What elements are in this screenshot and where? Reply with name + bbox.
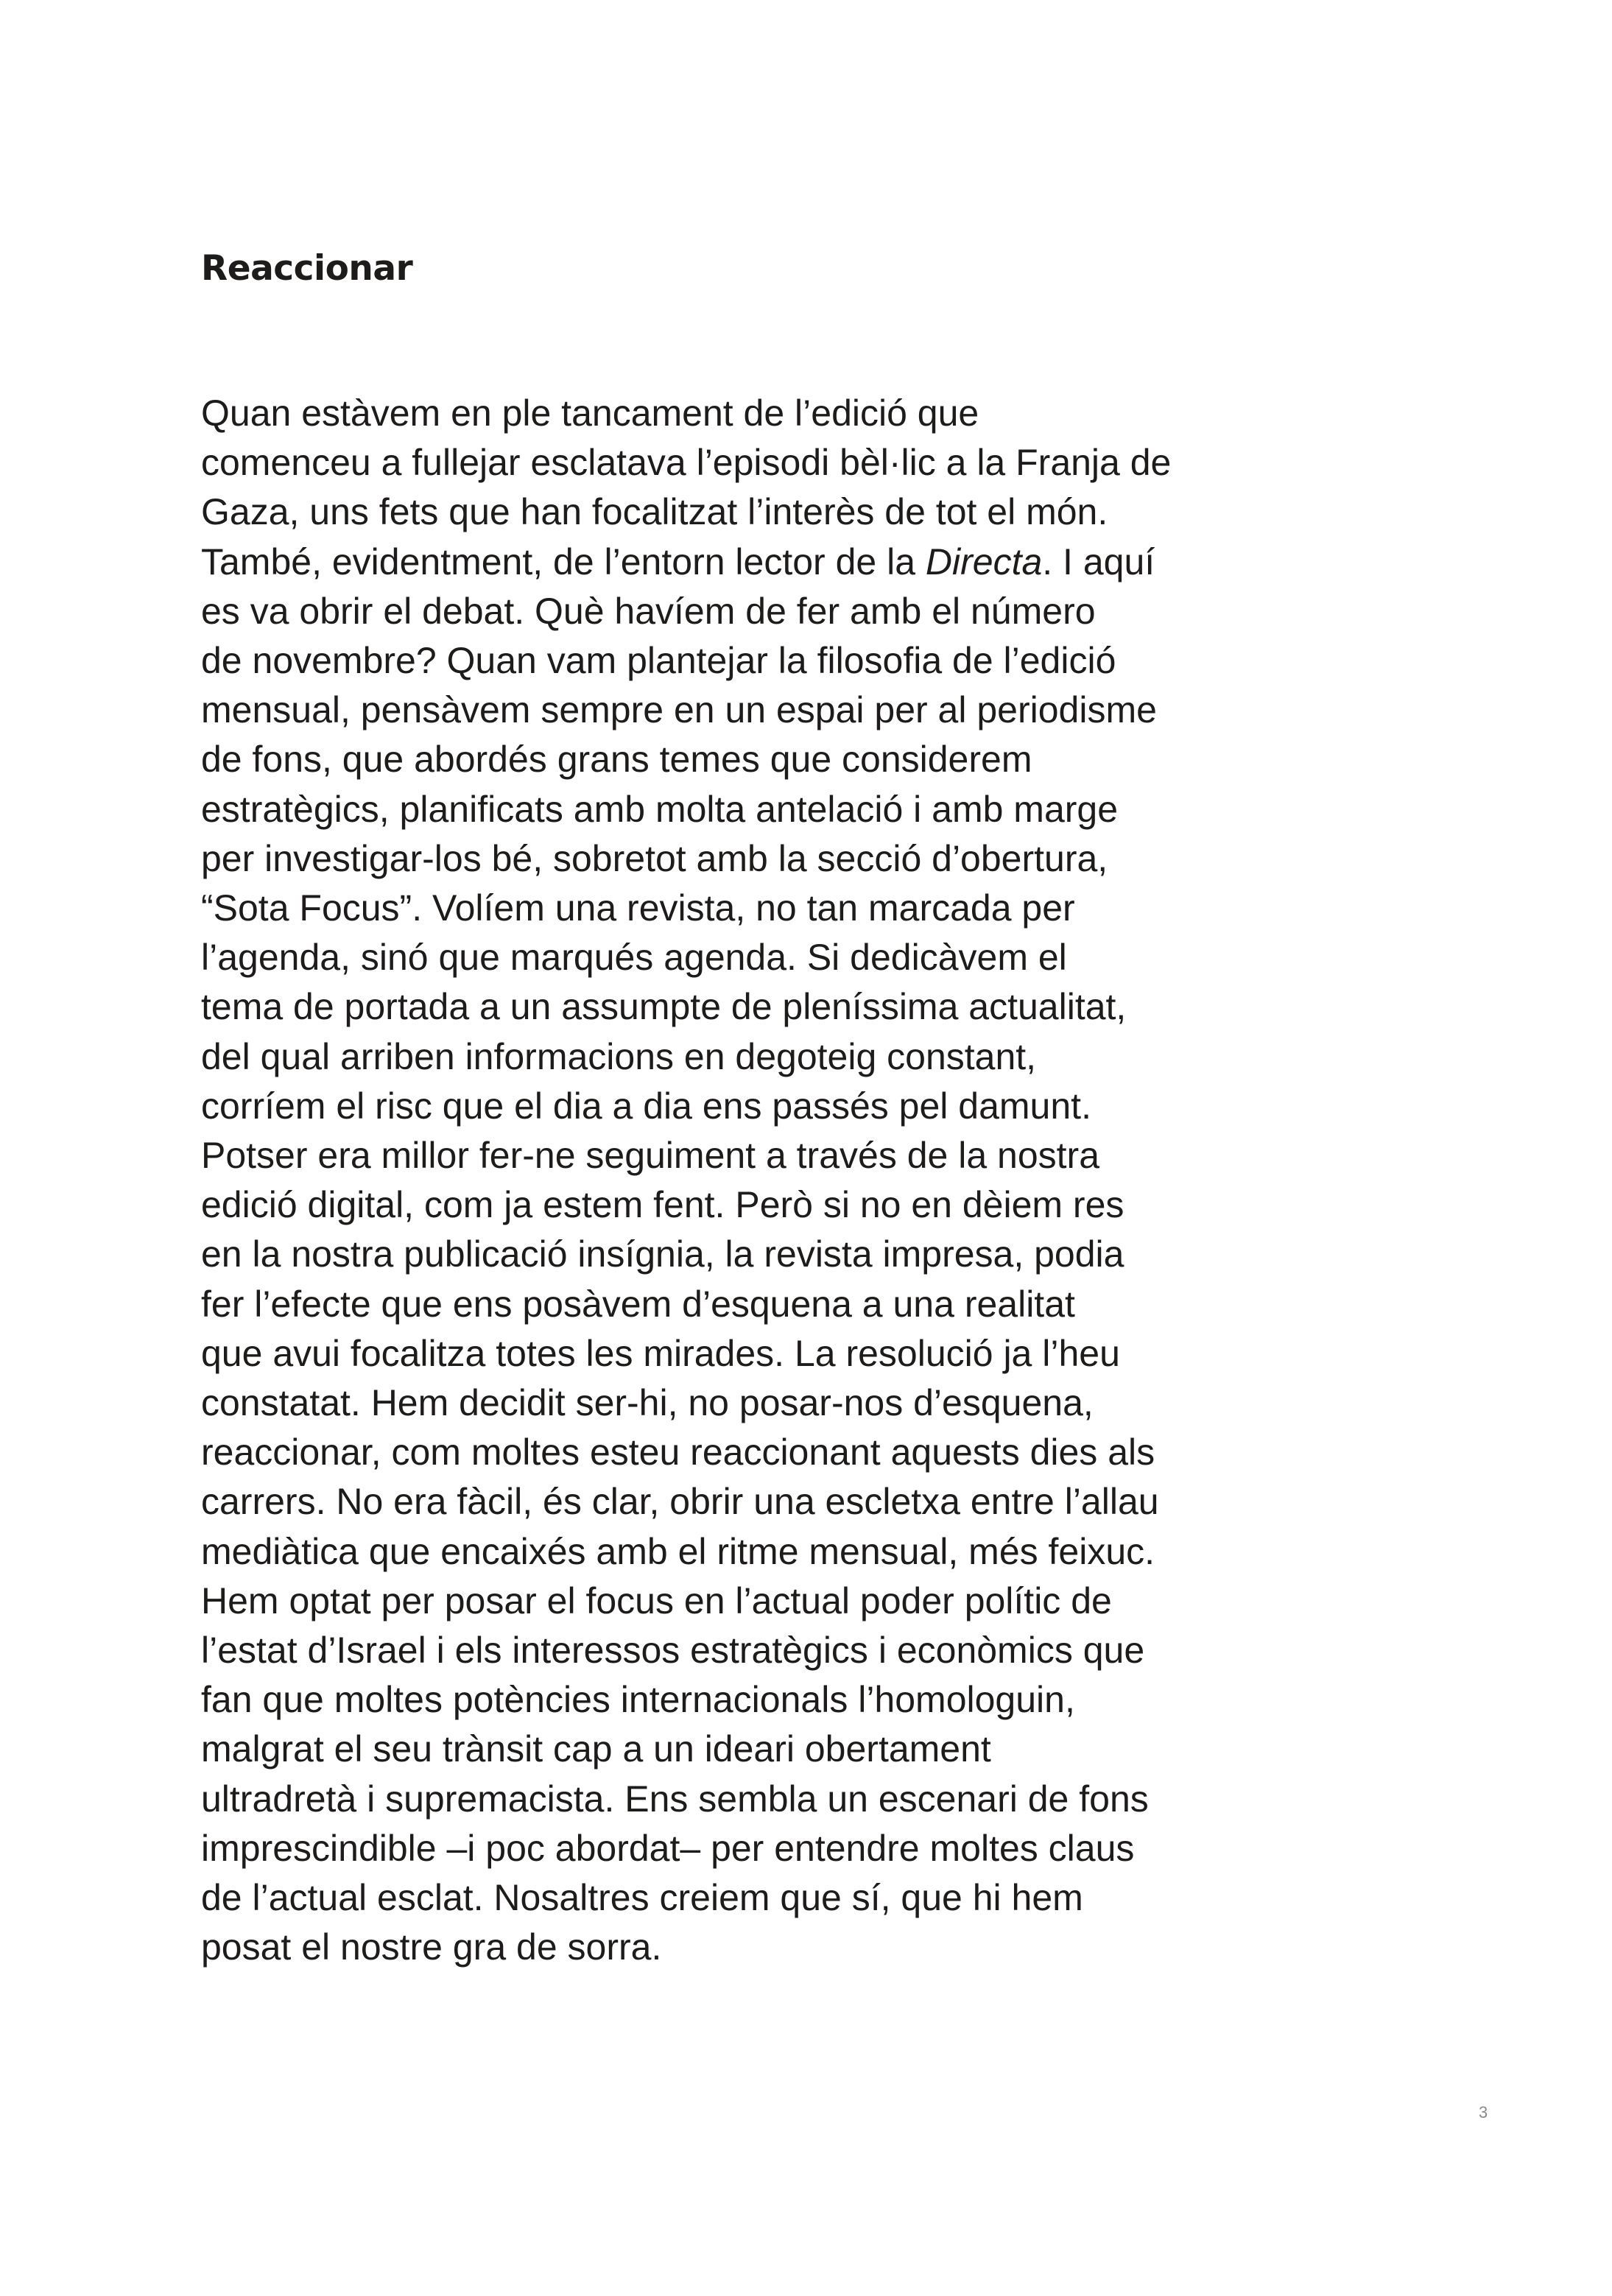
body-line-segment: També, evidentment, de l’entorn lector de la [201,540,926,582]
page-number: 3 [1479,2103,1488,2121]
body-line: ultradretà i supremacista. Ens sembla un escenari de fons [201,1778,1149,1820]
body-line [201,538,1320,587]
body-line: fan que moltes potències internacionals l’homologuin, [201,1679,1075,1721]
body-line: carrers. No era fàcil, és clar, obrir una escletxa entre l’allau [201,1481,1159,1523]
body-line: mensual, pensàvem sempre en un espai per al periodisme [201,689,1157,731]
body-line: posat el nostre gra de sorra. [201,1926,662,1968]
publication-name: Directa [925,540,1043,582]
body-line: reaccionar, com moltes esteu reaccionant aquests dies als [201,1432,1155,1473]
article-title: Reaccionar [201,248,413,289]
body-line: “Sota Focus”. Volíem una revista, no tan marcada per [201,887,1075,929]
body-line: imprescindible –i poc abordat– per entendre moltes claus [201,1827,1135,1869]
body-line: mediàtica que encaixés amb el ritme mensual, més feixuc. [201,1530,1155,1572]
body-line: del qual arriben informacions en degoteig constant, [201,1035,1037,1077]
body-line: corríem el risc que el dia a dia ens passés pel damunt. [201,1085,1091,1127]
body-line: en la nostra publicació insígnia, la revista impresa, podia [201,1233,1124,1275]
body-line: constatat. Hem decidit ser-hi, no posar-nos d’esquena, [201,1382,1094,1424]
body-line: de novembre? Quan vam plantejar la filosofia de l’edició [201,640,1116,682]
body-line: comenceu a fullejar esclatava l’episodi bèl·lic a la Franja de [201,442,1172,484]
article-body [201,389,1320,1973]
body-line: malgrat el seu trànsit cap a un ideari obertament [201,1728,991,1770]
body-line: per investigar-los bé, sobretot amb la secció d’obertura, [201,837,1108,879]
body-line: Hem optat per posar el focus en l’actual poder polític de [201,1580,1112,1621]
body-line: Gaza, uns fets que han focalitzat l’interès de tot el món. [201,491,1108,533]
body-line: edició digital, com ja estem fent. Però si no en dèiem res [201,1184,1124,1226]
body-line: tema de portada a un assumpte de pleníssima actualitat, [201,986,1127,1028]
body-line-segment: . I aquí [1042,540,1155,582]
body-line: Potser era millor fer-ne seguiment a través de la nostra [201,1135,1099,1177]
body-line: de fons, que abordés grans temes que considerem [201,739,1032,781]
body-line: fer l’efecte que ens posàvem d’esquena a una realitat [201,1283,1075,1325]
body-line: l’estat d’Israel i els interessos estratègics i econòmics que [201,1630,1145,1672]
body-line: de l’actual esclat. Nosaltres creiem que sí, que hi hem [201,1877,1083,1919]
body-line: que avui focalitza totes les mirades. La resolució ja l’heu [201,1332,1120,1374]
body-line: estratègics, planificats amb molta antelació i amb marge [201,788,1119,830]
body-line: es va obrir el debat. Què havíem de fer amb el número [201,590,1096,632]
body-line: Quan estàvem en ple tancament de l’edició que [201,392,979,434]
body-line: l’agenda, sinó que marqués agenda. Si dedicàvem el [201,937,1067,979]
